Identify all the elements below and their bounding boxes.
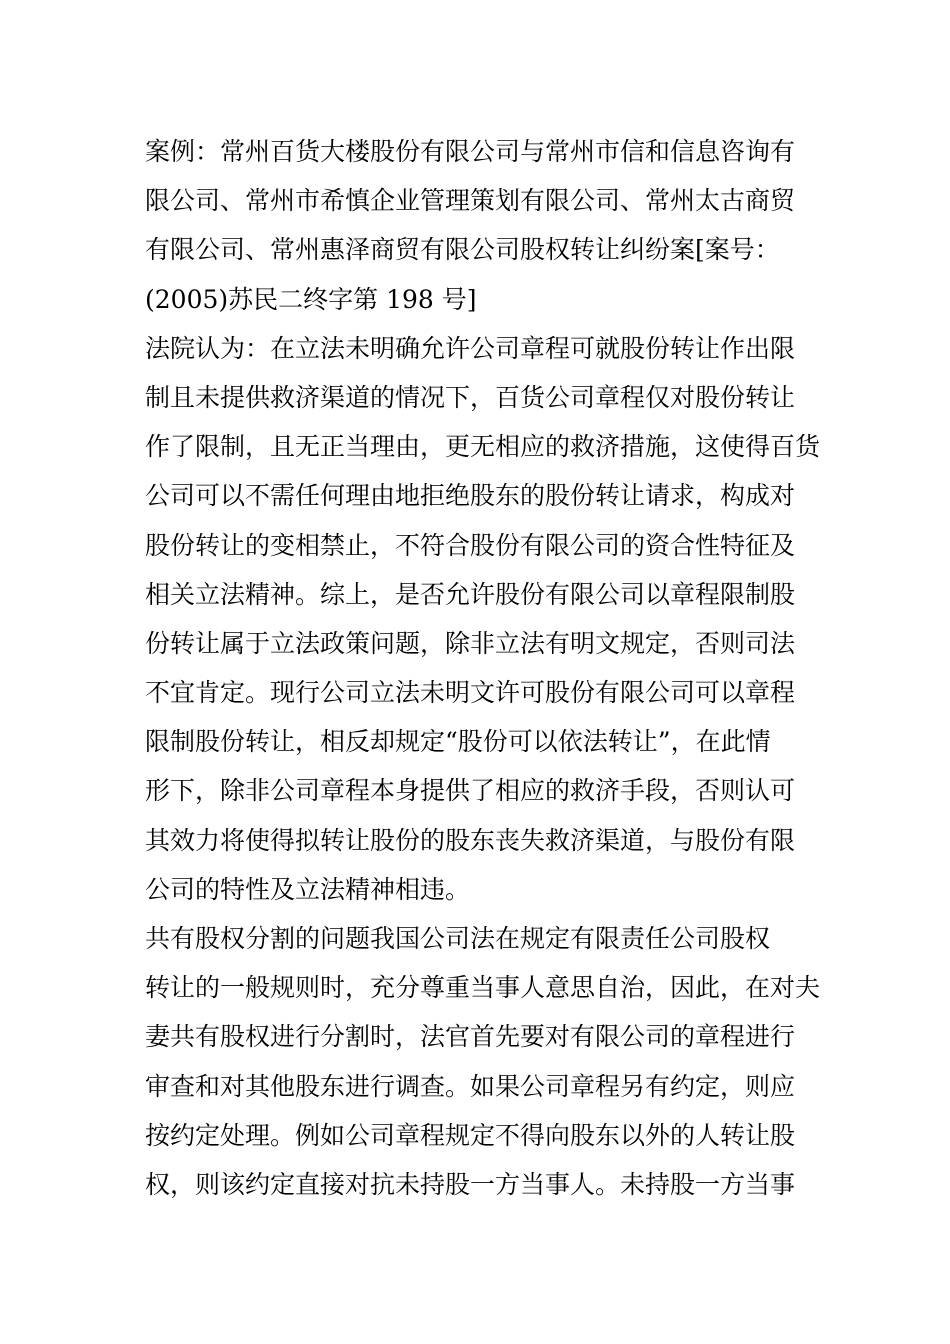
case-title-line-2: 限公司、常州市希慎企业管理策划有限公司、常州太古商贸 xyxy=(145,186,796,216)
case-number-line: (2005)苏民二终字第 198 号] xyxy=(145,284,477,314)
equity-division-line-1: 共有股权分割的问题我国公司法在规定有限责任公司股权 xyxy=(145,924,771,953)
court-opinion-line-4: 公司可以不需任何理由地拒绝股东的股份转让请求，构成对 xyxy=(145,481,796,511)
case-title-line-3: 有限公司、常州惠泽商贸有限公司股权转让纠纷案[案号： xyxy=(145,235,780,265)
equity-division-line-3: 妻共有股权进行分割时，法官首先要对有限公司的章程进行 xyxy=(145,1022,796,1052)
equity-division-line-6: 权，则该约定直接对抗未持股一方当事人。未持股一方当事 xyxy=(145,1169,796,1199)
court-opinion-line-2: 制且未提供救济渠道的情况下，百货公司章程仅对股份转让 xyxy=(145,382,796,412)
case-title-line-1: 案例：常州百货大楼股份有限公司与常州市信和信息咨询有 xyxy=(145,137,796,166)
equity-division-line-2: 转让的一般规则时，充分尊重当事人意思自治，因此，在对夫 xyxy=(145,973,821,1003)
court-opinion-line-8: 不宜肯定。现行公司立法未明文许可股份有限公司可以章程 xyxy=(145,678,796,708)
court-opinion-line-1: 法院认为：在立法未明确允许公司章程可就股份转让作出限 xyxy=(145,333,796,363)
court-opinion-line-11: 其效力将使得拟转让股份的股东丧失救济渠道，与股份有限 xyxy=(145,825,796,855)
court-opinion-line-3: 作了限制，且无正当理由，更无相应的救济措施，这使得百货 xyxy=(145,432,821,462)
equity-division-line-5: 按约定处理。例如公司章程规定不得向股东以外的人转让股 xyxy=(145,1120,796,1150)
court-opinion-line-6: 相关立法精神。综上，是否允许股份有限公司以章程限制股 xyxy=(145,579,796,609)
document-body xyxy=(145,127,821,1209)
court-opinion-line-12: 公司的特性及立法精神相违。 xyxy=(145,874,471,904)
court-opinion-line-9: 限制股份转让，相反却规定“股份可以依法转让”，在此情 xyxy=(145,727,771,757)
court-opinion-line-7: 份转让属于立法政策问题，除非立法有明文规定，否则司法 xyxy=(145,628,796,658)
equity-division-line-4: 审查和对其他股东进行调查。如果公司章程另有约定，则应 xyxy=(145,1071,796,1101)
court-opinion-line-5: 股份转让的变相禁止，不符合股份有限公司的资合性特征及 xyxy=(145,530,796,560)
court-opinion-line-10: 形下，除非公司章程本身提供了相应的救济手段，否则认可 xyxy=(145,776,796,806)
